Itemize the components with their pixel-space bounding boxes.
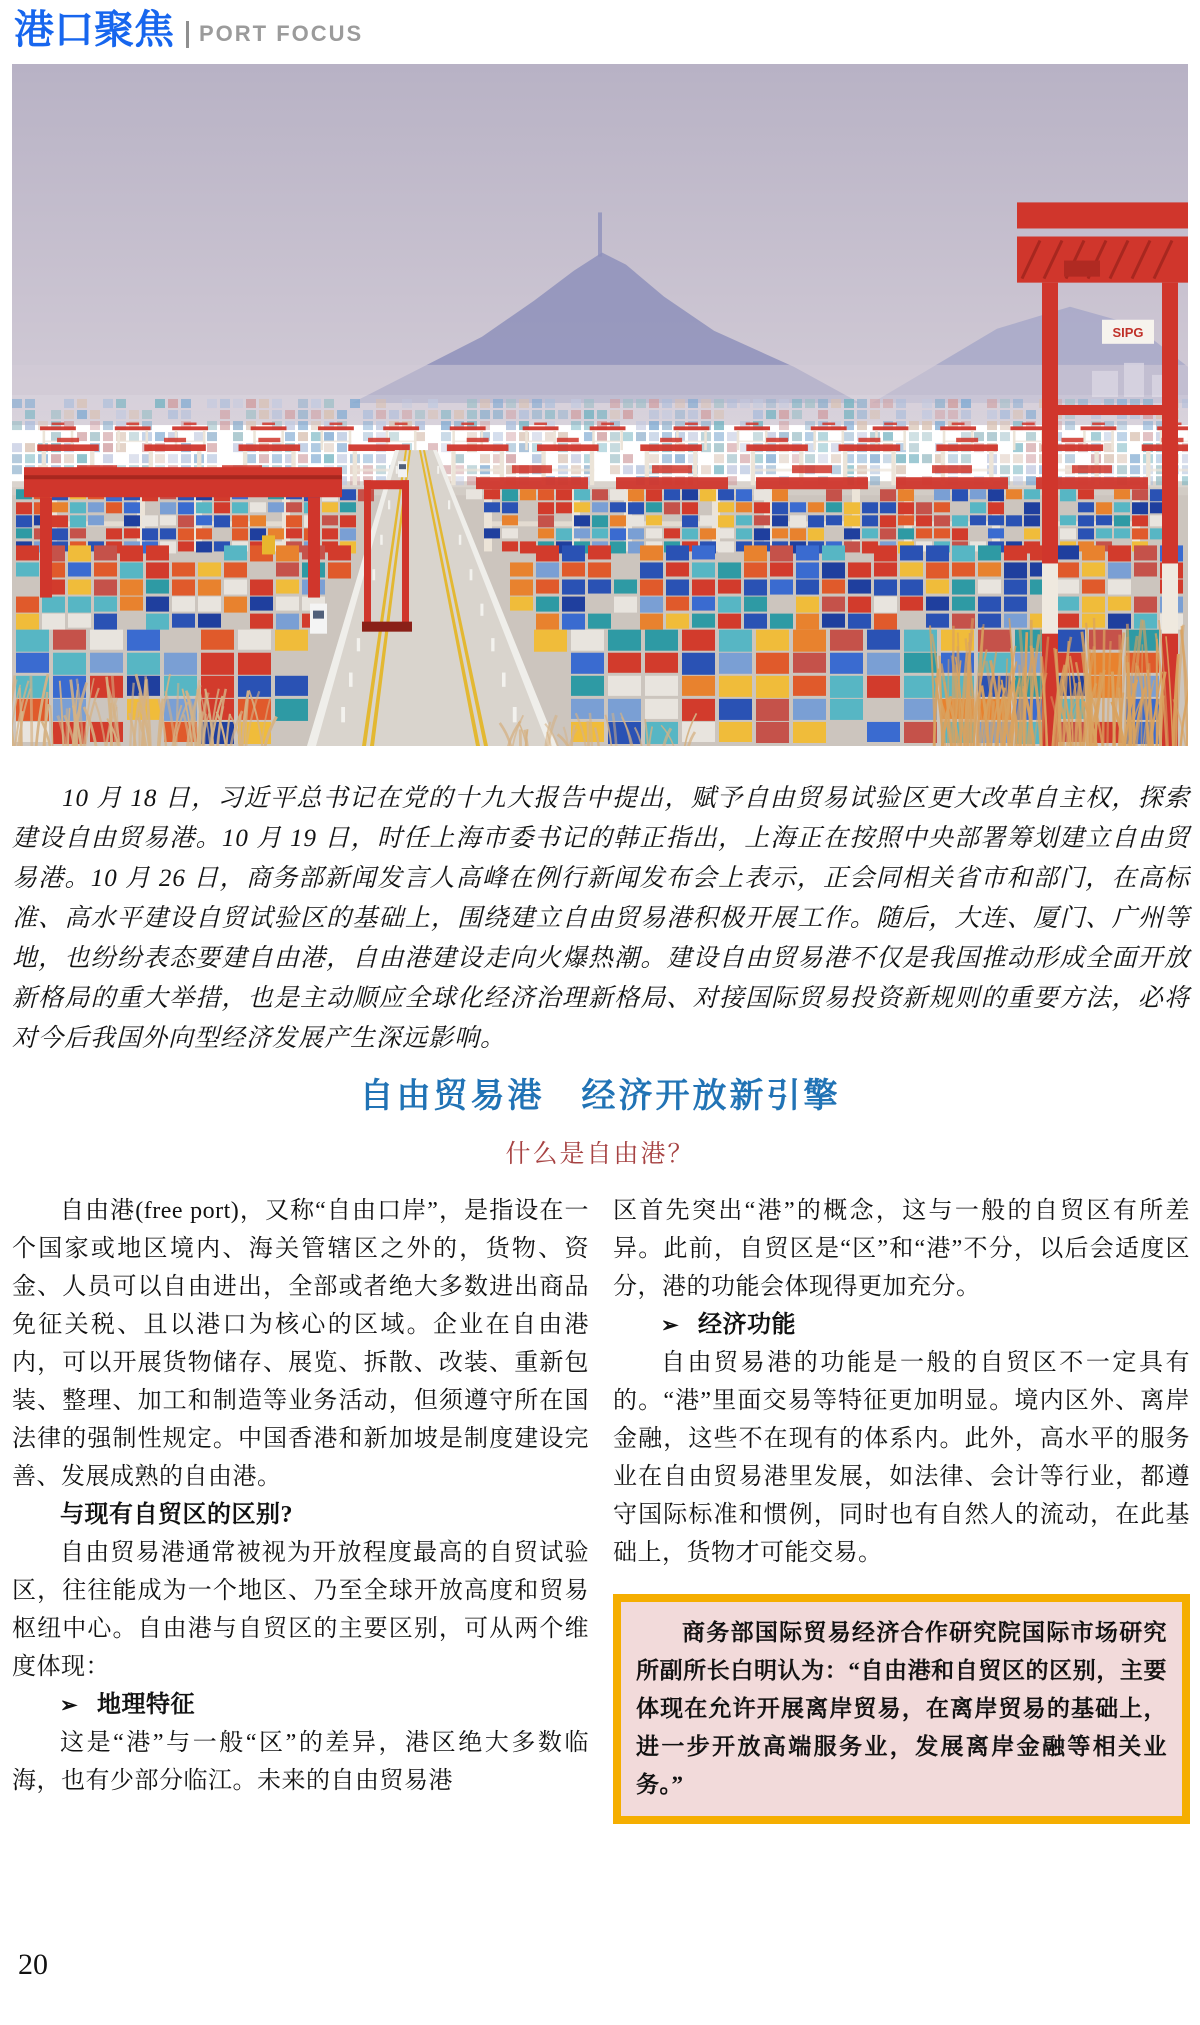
section-title-zh: 港口聚焦 [14,8,174,52]
antenna [598,212,602,256]
port-photo [12,64,1188,746]
intro-paragraph: 10 月 18 日，习近平总书记在党的十九大报告中提出，赋予自由贸易试验区更大改革自主权，探索建设自由贸易港。10 月 19 日，时任上海市委书记的韩正指出，上海正在按照中央部署筹划建立自由贸易港。10 月 26 日，商务部新闻发言人高峰在例行新闻发布会上表示，正会同相关省市和部门，在高标准、高水平建设自贸试验区的基础上，围绕建立自由贸易港积极开展工作。随后，大连、厦门、广州等地，也纷纷表态要建自由港，自由港建设走向火爆热潮。建设自由贸易港不仅是我国推动形成全面开放新格局的重大举措，也是主动顺应全球化经济治理新格局、对接国际贸易投资新规则的重要方法，必将对今后我国外向型经济发展产生深远影响。 [12,785,1190,1052]
page-number: 20 [18,1948,48,1981]
page-header [14,8,363,52]
section-title-en: PORT FOCUS [199,21,364,46]
paragraph-continuation: 区首先突出“港”的概念，这与一般的自贸区有所差异。此前，自贸区是“区”和“港”不分，以后会适度区分，港的功能会体现得更加充分。 [613,1198,1190,1300]
right-column [613,1192,1190,1824]
header-divider [186,21,189,48]
paragraph: 自由港(free port)，又称“自由口岸”，是指设在一个国家或地区境内、海关管辖区之外的，货物、资金、人员可以自由进出，全部或者绝大多数进出商品免征关税、且以港口为核心的区域。企业在自由港内，可以开展货物储存、展览、拆散、改装、重新包装、整理、加工和制造等业务活动，但须遵守所在国法律的强制性规定。中国香港和新加坡是制度建设完善、发展成熟的自由港。 [12,1198,589,1490]
bullet-label: 地理特征 [97,1692,195,1718]
article-title: 自由贸易港 经济开放新引擎 [359,1078,841,1115]
distant-building [1092,371,1118,397]
sub-heading: 与现有自贸区的区别? [60,1502,293,1528]
paragraph: 自由贸易港通常被视为开放程度最高的自贸试验区，往往能成为一个地区、乃至全球开放高度和贸易枢纽中心。自由港与自贸区的主要区别，可从两个维度体现： [12,1540,589,1680]
bullet-item [12,1686,589,1724]
expert-quote-box [613,1594,1190,1824]
crane-brand-label: SIPG [1112,324,1144,340]
quote-text: 商务部国际贸易经济合作研究院国际市场研究所副所长白明认为：“自由港和自贸区的区别，主要体现在允许开展离岸贸易，在离岸贸易的基础上，进一步开放高端服务业，发展离岸金融等相关业务。” [636,1620,1167,1797]
paragraph: 这是“港”与一般“区”的差异，港区绝大多数临海，也有少部分临江。未来的自由贸易港 [12,1730,589,1794]
bullet-item [613,1306,1190,1344]
port-photo-svg [12,64,1188,746]
left-column [12,1192,589,1824]
arrow-bullet-icon: ➢ [60,1693,79,1717]
bullet-label: 经济功能 [698,1312,796,1338]
article-body [12,1192,1190,1824]
arrow-bullet-icon: ➢ [661,1313,680,1337]
paragraph: 自由贸易港的功能是一般的自贸区不一定具有的。“港”里面交易等特征更加明显。境内区外、离岸金融，这些不在现有的体系内。此外，高水平的服务业在自由贸易港里发展，如法律、会计等行业，都遵守国际标准和惯例，同时也有自然人的流动，在此基础上，货物才可能交易。 [613,1350,1190,1566]
section-heading: 什么是自由港？ [505,1140,695,1168]
distant-building [1124,363,1144,397]
